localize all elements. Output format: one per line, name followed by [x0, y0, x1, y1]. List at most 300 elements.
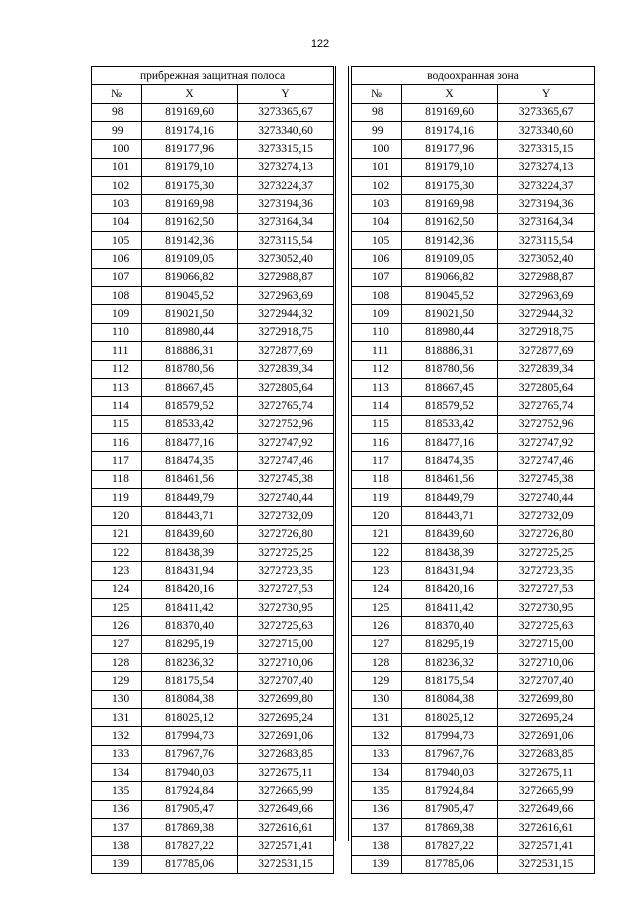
- table-row: [92, 287, 334, 305]
- table-row: [92, 342, 334, 360]
- table-row: [92, 543, 334, 561]
- point-number: 99: [92, 122, 142, 140]
- point-number: 113: [352, 378, 402, 396]
- point-number: 106: [92, 250, 142, 268]
- table-row: [352, 397, 595, 415]
- x-coordinate: 819162,50: [142, 213, 238, 231]
- x-coordinate: 818370,40: [142, 617, 238, 635]
- x-coordinate: 818477,16: [142, 433, 238, 451]
- table-row: [352, 819, 595, 837]
- x-coordinate: 818667,45: [142, 378, 238, 396]
- x-coordinate: 818431,94: [142, 562, 238, 580]
- y-coordinate: 3272805,64: [238, 378, 334, 396]
- table-row: [352, 323, 595, 341]
- table-row: [352, 213, 595, 231]
- x-coordinate: 817967,76: [402, 745, 498, 763]
- y-coordinate: 3272944,32: [238, 305, 334, 323]
- x-coordinate: 819174,16: [142, 122, 238, 140]
- table-row: [92, 397, 334, 415]
- table-row: [352, 452, 595, 470]
- point-number: 100: [352, 140, 402, 158]
- y-coordinate: 3272752,96: [238, 415, 334, 433]
- table-row: [352, 837, 595, 855]
- point-number: 107: [352, 268, 402, 286]
- y-coordinate: 3273340,60: [238, 122, 334, 140]
- x-coordinate: 817924,84: [402, 782, 498, 800]
- y-coordinate: 3273224,37: [238, 177, 334, 195]
- y-coordinate: 3272725,63: [238, 617, 334, 635]
- x-coordinate: 818443,71: [142, 507, 238, 525]
- water-protection-zone-table: [351, 66, 595, 874]
- x-coordinate: 818780,56: [402, 360, 498, 378]
- y-coordinate: 3273194,36: [498, 195, 595, 213]
- table-row: [92, 177, 334, 195]
- y-coordinate: 3272531,15: [238, 855, 334, 873]
- table-row: [92, 562, 334, 580]
- point-number: 108: [352, 287, 402, 305]
- y-coordinate: 3273052,40: [498, 250, 595, 268]
- table-row: [92, 378, 334, 396]
- table-row: [352, 470, 595, 488]
- y-coordinate: 3272683,85: [498, 745, 595, 763]
- table-row: [352, 103, 595, 121]
- point-number: 109: [352, 305, 402, 323]
- y-coordinate: 3272725,63: [498, 617, 595, 635]
- x-coordinate: 818474,35: [402, 452, 498, 470]
- point-number: 118: [92, 470, 142, 488]
- table-row: [92, 654, 334, 672]
- point-number: 130: [352, 690, 402, 708]
- table-title-row: [92, 67, 334, 85]
- point-number: 101: [92, 158, 142, 176]
- table-row: [92, 103, 334, 121]
- point-number: 129: [92, 672, 142, 690]
- y-coordinate: 3272707,40: [238, 672, 334, 690]
- table-row: [92, 617, 334, 635]
- x-coordinate: 819174,16: [402, 122, 498, 140]
- y-coordinate: 3272918,75: [498, 323, 595, 341]
- point-number: 110: [352, 323, 402, 341]
- y-coordinate: 3272723,35: [498, 562, 595, 580]
- y-coordinate: 3272944,32: [498, 305, 595, 323]
- table-gap: [333, 66, 351, 841]
- point-number: 138: [92, 837, 142, 855]
- table-row: [352, 305, 595, 323]
- point-number: 122: [92, 543, 142, 561]
- x-coordinate: 817785,06: [142, 855, 238, 873]
- x-coordinate: 818667,45: [402, 378, 498, 396]
- table-row: [92, 323, 334, 341]
- x-coordinate: 818886,31: [402, 342, 498, 360]
- point-number: 119: [92, 488, 142, 506]
- table-row: [92, 140, 334, 158]
- point-number: 136: [352, 800, 402, 818]
- table-title: прибрежная защитная полоса: [92, 67, 334, 85]
- column-header-number: №: [352, 85, 402, 103]
- y-coordinate: 3272988,87: [238, 268, 334, 286]
- table-row: [92, 598, 334, 616]
- table-row: [92, 122, 334, 140]
- y-coordinate: 3273052,40: [238, 250, 334, 268]
- y-coordinate: 3272675,11: [238, 764, 334, 782]
- point-number: 111: [352, 342, 402, 360]
- x-coordinate: 817940,03: [402, 764, 498, 782]
- table-row: [352, 433, 595, 451]
- point-number: 116: [92, 433, 142, 451]
- point-number: 132: [352, 727, 402, 745]
- point-number: 135: [92, 782, 142, 800]
- x-coordinate: 818980,44: [402, 323, 498, 341]
- table-row: [92, 782, 334, 800]
- point-number: 109: [92, 305, 142, 323]
- y-coordinate: 3272877,69: [238, 342, 334, 360]
- table-row: [92, 470, 334, 488]
- y-coordinate: 3273164,34: [498, 213, 595, 231]
- coastal-protection-strip-table: [91, 66, 334, 874]
- x-coordinate: 818461,56: [402, 470, 498, 488]
- x-coordinate: 819179,10: [402, 158, 498, 176]
- table-row: [352, 672, 595, 690]
- table-title-row: [352, 67, 595, 85]
- x-coordinate: 819066,82: [142, 268, 238, 286]
- table-row: [352, 855, 595, 873]
- x-coordinate: 819142,36: [402, 232, 498, 250]
- point-number: 105: [92, 232, 142, 250]
- x-coordinate: 818175,54: [142, 672, 238, 690]
- table-row: [352, 177, 595, 195]
- point-number: 137: [352, 819, 402, 837]
- table-row: [352, 140, 595, 158]
- point-number: 126: [92, 617, 142, 635]
- point-number: 99: [352, 122, 402, 140]
- table-row: [352, 525, 595, 543]
- y-coordinate: 3273115,54: [238, 232, 334, 250]
- point-number: 128: [352, 654, 402, 672]
- y-coordinate: 3272730,95: [238, 598, 334, 616]
- x-coordinate: 818420,16: [402, 580, 498, 598]
- table-row: [92, 415, 334, 433]
- table-row: [352, 342, 595, 360]
- table-row: [352, 122, 595, 140]
- table-row: [352, 782, 595, 800]
- point-number: 118: [352, 470, 402, 488]
- point-number: 126: [352, 617, 402, 635]
- x-coordinate: 819021,50: [402, 305, 498, 323]
- y-coordinate: 3272745,38: [498, 470, 595, 488]
- point-number: 100: [92, 140, 142, 158]
- x-coordinate: 819109,05: [142, 250, 238, 268]
- y-coordinate: 3272726,80: [238, 525, 334, 543]
- x-coordinate: 818370,40: [402, 617, 498, 635]
- table-row: [352, 360, 595, 378]
- table-row: [352, 378, 595, 396]
- point-number: 98: [92, 103, 142, 121]
- point-number: 107: [92, 268, 142, 286]
- y-coordinate: 3272707,40: [498, 672, 595, 690]
- y-coordinate: 3272710,06: [498, 654, 595, 672]
- y-coordinate: 3272752,96: [498, 415, 595, 433]
- point-number: 120: [92, 507, 142, 525]
- x-coordinate: 819177,96: [402, 140, 498, 158]
- x-coordinate: 818411,42: [142, 598, 238, 616]
- table-row: [352, 654, 595, 672]
- table-row: [92, 268, 334, 286]
- point-number: 130: [92, 690, 142, 708]
- x-coordinate: 818236,32: [142, 654, 238, 672]
- point-number: 122: [352, 543, 402, 561]
- table-row: [352, 195, 595, 213]
- table-row: [352, 158, 595, 176]
- y-coordinate: 3272616,61: [498, 819, 595, 837]
- y-coordinate: 3272730,95: [498, 598, 595, 616]
- y-coordinate: 3273115,54: [498, 232, 595, 250]
- x-coordinate: 817869,38: [402, 819, 498, 837]
- y-coordinate: 3273164,34: [238, 213, 334, 231]
- point-number: 120: [352, 507, 402, 525]
- point-number: 125: [352, 598, 402, 616]
- y-coordinate: 3272877,69: [498, 342, 595, 360]
- y-coordinate: 3272699,80: [238, 690, 334, 708]
- x-coordinate: 818084,38: [402, 690, 498, 708]
- y-coordinate: 3272839,34: [498, 360, 595, 378]
- y-coordinate: 3272691,06: [238, 727, 334, 745]
- point-number: 121: [352, 525, 402, 543]
- x-coordinate: 818438,39: [142, 543, 238, 561]
- y-coordinate: 3273194,36: [238, 195, 334, 213]
- y-coordinate: 3273315,15: [238, 140, 334, 158]
- table-row: [352, 690, 595, 708]
- table-row: [92, 764, 334, 782]
- y-coordinate: 3272723,35: [238, 562, 334, 580]
- point-number: 102: [92, 177, 142, 195]
- y-coordinate: 3272571,41: [498, 837, 595, 855]
- point-number: 102: [352, 177, 402, 195]
- column-header-y: Y: [498, 85, 595, 103]
- y-coordinate: 3272695,24: [498, 709, 595, 727]
- point-number: 135: [352, 782, 402, 800]
- x-coordinate: 819142,36: [142, 232, 238, 250]
- point-number: 112: [352, 360, 402, 378]
- table-row: [352, 268, 595, 286]
- table-row: [92, 213, 334, 231]
- table-row: [92, 305, 334, 323]
- column-header-x: X: [402, 85, 498, 103]
- point-number: 105: [352, 232, 402, 250]
- x-coordinate: 818025,12: [402, 709, 498, 727]
- y-coordinate: 3272740,44: [238, 488, 334, 506]
- x-coordinate: 818533,42: [402, 415, 498, 433]
- point-number: 103: [92, 195, 142, 213]
- y-coordinate: 3272805,64: [498, 378, 595, 396]
- table-row: [92, 855, 334, 873]
- point-number: 131: [352, 709, 402, 727]
- y-coordinate: 3273315,15: [498, 140, 595, 158]
- x-coordinate: 818236,32: [402, 654, 498, 672]
- point-number: 139: [92, 855, 142, 873]
- y-coordinate: 3272571,41: [238, 837, 334, 855]
- y-coordinate: 3272839,34: [238, 360, 334, 378]
- y-coordinate: 3272649,66: [498, 800, 595, 818]
- x-coordinate: 819177,96: [142, 140, 238, 158]
- y-coordinate: 3272715,00: [498, 635, 595, 653]
- point-number: 115: [352, 415, 402, 433]
- table-row: [352, 562, 595, 580]
- table-row: [352, 635, 595, 653]
- x-coordinate: 818438,39: [402, 543, 498, 561]
- table-row: [92, 525, 334, 543]
- table-row: [92, 507, 334, 525]
- point-number: 133: [92, 745, 142, 763]
- x-coordinate: 819162,50: [402, 213, 498, 231]
- point-number: 101: [352, 158, 402, 176]
- x-coordinate: 819169,98: [402, 195, 498, 213]
- x-coordinate: 817994,73: [142, 727, 238, 745]
- y-coordinate: 3273224,37: [498, 177, 595, 195]
- y-coordinate: 3272747,46: [498, 452, 595, 470]
- point-number: 108: [92, 287, 142, 305]
- y-coordinate: 3272765,74: [498, 397, 595, 415]
- y-coordinate: 3272747,92: [238, 433, 334, 451]
- x-coordinate: 818175,54: [402, 672, 498, 690]
- point-number: 128: [92, 654, 142, 672]
- x-coordinate: 818474,35: [142, 452, 238, 470]
- point-number: 115: [92, 415, 142, 433]
- x-coordinate: 817905,47: [402, 800, 498, 818]
- y-coordinate: 3272699,80: [498, 690, 595, 708]
- point-number: 98: [352, 103, 402, 121]
- x-coordinate: 818084,38: [142, 690, 238, 708]
- x-coordinate: 818439,60: [142, 525, 238, 543]
- column-header-y: Y: [238, 85, 334, 103]
- point-number: 123: [92, 562, 142, 580]
- y-coordinate: 3272725,25: [238, 543, 334, 561]
- x-coordinate: 817940,03: [142, 764, 238, 782]
- x-coordinate: 817827,22: [402, 837, 498, 855]
- page-number: 122: [310, 38, 330, 50]
- table-row: [352, 580, 595, 598]
- point-number: 134: [92, 764, 142, 782]
- table-row: [352, 598, 595, 616]
- table-row: [352, 415, 595, 433]
- x-coordinate: 818780,56: [142, 360, 238, 378]
- y-coordinate: 3272695,24: [238, 709, 334, 727]
- point-number: 114: [92, 397, 142, 415]
- point-number: 125: [92, 598, 142, 616]
- table-row: [92, 727, 334, 745]
- table-row: [92, 745, 334, 763]
- x-coordinate: 819169,60: [142, 103, 238, 121]
- table-row: [92, 195, 334, 213]
- table-row: [352, 709, 595, 727]
- point-number: 114: [352, 397, 402, 415]
- x-coordinate: 818431,94: [402, 562, 498, 580]
- point-number: 123: [352, 562, 402, 580]
- y-coordinate: 3272710,06: [238, 654, 334, 672]
- x-coordinate: 819169,60: [402, 103, 498, 121]
- x-coordinate: 819021,50: [142, 305, 238, 323]
- y-coordinate: 3272963,69: [238, 287, 334, 305]
- table-row: [352, 287, 595, 305]
- y-coordinate: 3272745,38: [238, 470, 334, 488]
- y-coordinate: 3273274,13: [498, 158, 595, 176]
- point-number: 110: [92, 323, 142, 341]
- table-row: [92, 837, 334, 855]
- x-coordinate: 819175,30: [142, 177, 238, 195]
- point-number: 104: [352, 213, 402, 231]
- y-coordinate: 3272616,61: [238, 819, 334, 837]
- x-coordinate: 819175,30: [402, 177, 498, 195]
- point-number: 106: [352, 250, 402, 268]
- x-coordinate: 818295,19: [402, 635, 498, 653]
- y-coordinate: 3272765,74: [238, 397, 334, 415]
- y-coordinate: 3272725,25: [498, 543, 595, 561]
- point-number: 111: [92, 342, 142, 360]
- x-coordinate: 819066,82: [402, 268, 498, 286]
- x-coordinate: 818449,79: [142, 488, 238, 506]
- column-header-x: X: [142, 85, 238, 103]
- point-number: 119: [352, 488, 402, 506]
- table-row: [352, 800, 595, 818]
- table-row: [352, 232, 595, 250]
- point-number: 127: [352, 635, 402, 653]
- y-coordinate: 3273274,13: [238, 158, 334, 176]
- table-row: [92, 580, 334, 598]
- table-row: [92, 672, 334, 690]
- table-header-row: [92, 85, 334, 103]
- x-coordinate: 817869,38: [142, 819, 238, 837]
- y-coordinate: 3272726,80: [498, 525, 595, 543]
- x-coordinate: 818980,44: [142, 323, 238, 341]
- x-coordinate: 818533,42: [142, 415, 238, 433]
- table-row: [92, 635, 334, 653]
- point-number: 137: [92, 819, 142, 837]
- y-coordinate: 3273365,67: [498, 103, 595, 121]
- point-number: 112: [92, 360, 142, 378]
- table-row: [352, 617, 595, 635]
- table-row: [92, 690, 334, 708]
- point-number: 132: [92, 727, 142, 745]
- x-coordinate: 818461,56: [142, 470, 238, 488]
- table-row: [92, 452, 334, 470]
- y-coordinate: 3272732,09: [498, 507, 595, 525]
- x-coordinate: 817827,22: [142, 837, 238, 855]
- y-coordinate: 3272691,06: [498, 727, 595, 745]
- x-coordinate: 818439,60: [402, 525, 498, 543]
- table-row: [92, 250, 334, 268]
- x-coordinate: 818295,19: [142, 635, 238, 653]
- table-row: [92, 360, 334, 378]
- y-coordinate: 3273365,67: [238, 103, 334, 121]
- table-row: [92, 488, 334, 506]
- point-number: 117: [352, 452, 402, 470]
- x-coordinate: 817785,06: [402, 855, 498, 873]
- table-row: [92, 709, 334, 727]
- y-coordinate: 3272675,11: [498, 764, 595, 782]
- table-row: [352, 764, 595, 782]
- point-number: 131: [92, 709, 142, 727]
- table-header-row: [352, 85, 595, 103]
- point-number: 139: [352, 855, 402, 873]
- y-coordinate: 3272531,15: [498, 855, 595, 873]
- y-coordinate: 3272715,00: [238, 635, 334, 653]
- point-number: 121: [92, 525, 142, 543]
- y-coordinate: 3272665,99: [498, 782, 595, 800]
- point-number: 116: [352, 433, 402, 451]
- point-number: 117: [92, 452, 142, 470]
- y-coordinate: 3272649,66: [238, 800, 334, 818]
- table-row: [352, 745, 595, 763]
- table-row: [92, 433, 334, 451]
